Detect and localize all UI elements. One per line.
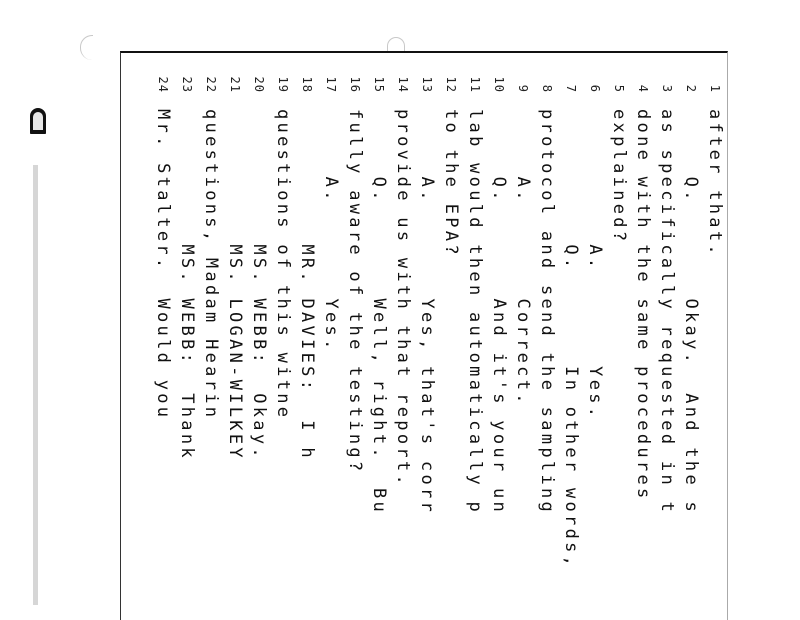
line-text: provide us with that report. (393, 109, 413, 488)
line-text: MS. WEBB: Okay. (249, 109, 269, 461)
transcript-line (535, 53, 559, 620)
line-text: Q. Okay. And the s (681, 109, 701, 516)
transcript-line (271, 53, 295, 620)
line-number: 3 (660, 84, 674, 93)
transcript-line (151, 53, 175, 620)
line-number: 12 (444, 76, 458, 93)
transcript-line (199, 53, 223, 620)
line-number: 6 (588, 84, 602, 93)
transcript-line (511, 53, 535, 620)
transcript-line (487, 53, 511, 620)
line-text: as specifically requested in t (657, 109, 677, 516)
transcript-line (655, 53, 679, 620)
line-text: Q. And it's your un (489, 109, 509, 516)
transcript-line (295, 53, 319, 620)
line-number: 22 (204, 76, 218, 93)
line-number: 2 (684, 84, 698, 93)
scan-edge-bar (33, 165, 38, 605)
hole-punch-left (80, 35, 93, 60)
transcript-line (415, 53, 439, 620)
transcript-line (679, 53, 703, 620)
transcript-line (607, 53, 631, 620)
transcript-line (319, 53, 343, 620)
line-number: 16 (348, 76, 362, 93)
line-text: questions of this witne (273, 109, 293, 421)
line-text: explained? (609, 109, 629, 245)
transcript-rotated (153, 53, 727, 620)
line-text: lab would then automatically p (465, 109, 485, 516)
line-number: 17 (324, 76, 338, 93)
line-number: 20 (252, 76, 266, 93)
line-number: 13 (420, 76, 434, 93)
transcript-line (367, 53, 391, 620)
line-number: 14 (396, 76, 410, 93)
transcript-line (391, 53, 415, 620)
line-number: 8 (540, 84, 554, 93)
transcript-line (223, 53, 247, 620)
line-number: 11 (468, 76, 482, 93)
line-text: Q. Well, right. Bu (369, 109, 389, 516)
binder-clip-icon (30, 108, 46, 134)
transcript-line (631, 53, 655, 620)
line-text: MS. LOGAN-WILKEY (225, 109, 245, 461)
line-text: protocol and send the sampling (537, 109, 557, 516)
line-text: done with the same procedures (633, 109, 653, 502)
line-text: MS. WEBB: Thank (177, 109, 197, 461)
line-text: A. Yes. (321, 109, 341, 353)
line-number: 9 (516, 84, 530, 93)
line-number: 10 (492, 76, 506, 93)
line-text: A. Correct. (513, 109, 533, 407)
line-number: 5 (612, 84, 626, 93)
transcript-line (247, 53, 271, 620)
transcript-line (343, 53, 367, 620)
line-number: 19 (276, 76, 290, 93)
transcript-line (703, 53, 727, 620)
line-number: 18 (300, 76, 314, 93)
line-number: 1 (708, 84, 722, 93)
transcript-line (583, 53, 607, 620)
line-text: fully aware of the testing? (345, 109, 365, 475)
line-text: MR. DAVIES: I h (297, 109, 317, 461)
line-text: after that. (705, 109, 725, 258)
transcript-line (175, 53, 199, 620)
line-text: A. Yes. (585, 109, 605, 421)
transcript-line (463, 53, 487, 620)
line-text: Mr. Stalter. Would you (153, 109, 173, 421)
line-number: 4 (636, 84, 650, 93)
transcript-line (559, 53, 583, 620)
line-text: questions, Madam Hearin (201, 109, 221, 421)
line-number: 15 (372, 76, 386, 93)
transcript-page (120, 51, 728, 620)
transcript-line (439, 53, 463, 620)
line-text: to the EPA? (441, 109, 461, 258)
line-number: 24 (156, 76, 170, 93)
line-number: 7 (564, 84, 578, 93)
line-number: 21 (228, 76, 242, 93)
line-text: Q. In other words, (561, 109, 581, 570)
line-number: 23 (180, 76, 194, 93)
line-text: A. Yes, that's corr (417, 109, 437, 516)
